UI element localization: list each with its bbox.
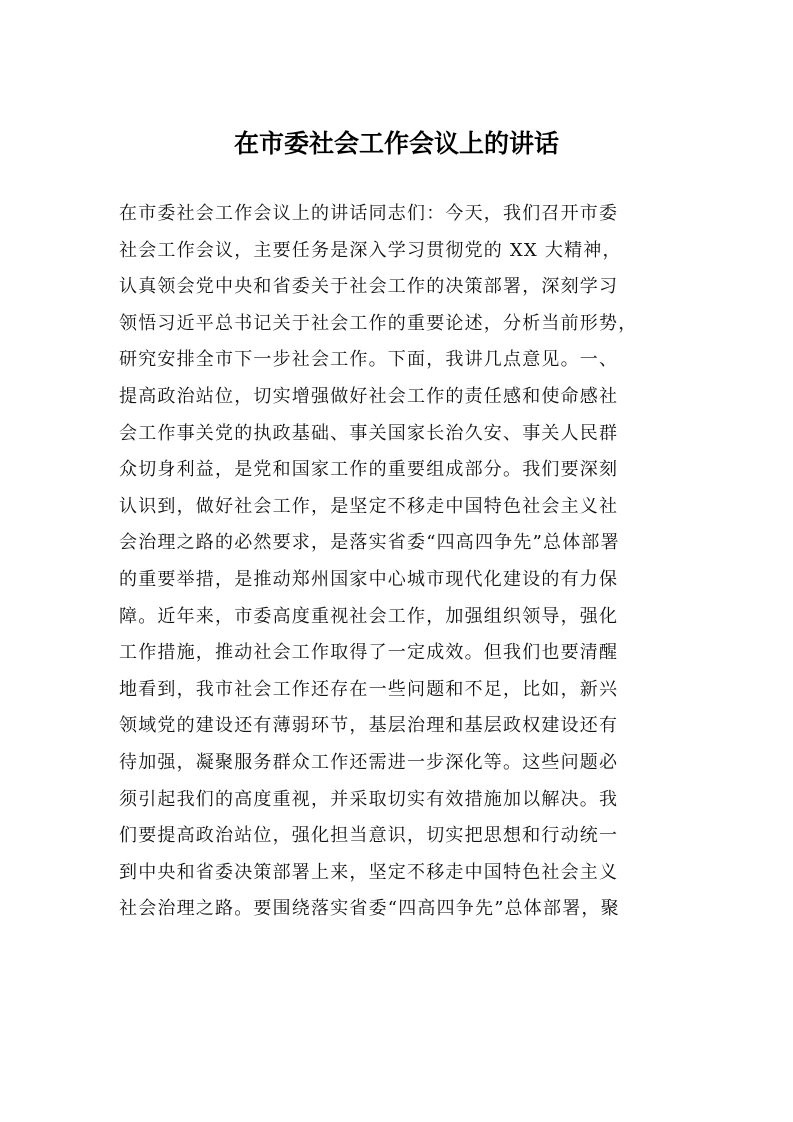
- body-line: 地看到，我市社会工作还存在一些问题和不足，比如，新兴: [119, 678, 619, 700]
- body-line: 会治理之路的必然要求，是落实省委“四高四争先”总体部署: [119, 532, 620, 554]
- document-title: 在市委社会工作会议上的讲话: [233, 129, 559, 158]
- body-line: 们要提高政治站位，强化担当意识，切实把思想和行动统一: [119, 825, 619, 847]
- body-line: 待加强，凝聚服务群众工作还需进一步深化等。这些问题必: [119, 751, 619, 773]
- body-line: 领悟习近平总书记关于社会工作的重要论述，分析当前形势，: [119, 312, 638, 334]
- body-line: 工作措施，推动社会工作取得了一定成效。但我们也要清醒: [119, 642, 619, 664]
- body-line: 认识到，做好社会工作，是坚定不移走中国特色社会主义社: [119, 495, 619, 517]
- body-line: 提高政治站位，切实增强做好社会工作的责任感和使命感社: [119, 385, 619, 407]
- body-line: 社会治理之路。要围绕落实省委“四高四争先”总体部署，聚: [119, 898, 620, 920]
- body-line: 研究安排全市下一步社会工作。下面，我讲几点意见。一、: [119, 349, 619, 371]
- body-line: 在市委社会工作会议上的讲话同志们：今天，我们召开市委: [119, 203, 619, 224]
- document-body: [119, 196, 689, 928]
- body-line: 的重要举措，是推动郑州国家中心城市现代化建设的有力保: [119, 568, 619, 590]
- body-line: 到中央和省委决策部署上来，坚定不移走中国特色社会主义: [119, 861, 619, 883]
- body-line: 众切身利益，是党和国家工作的重要组成部分。我们要深刻: [119, 459, 619, 481]
- body-line: 会工作事关党的执政基础、事关国家长治久安、事关人民群: [119, 422, 619, 444]
- body-line: 认真领会党中央和省委关于社会工作的决策部署，深刻学习: [119, 276, 619, 298]
- body-line: 障。近年来，市委高度重视社会工作，加强组织领导，强化: [119, 605, 619, 627]
- body-line: 领域党的建设还有薄弱环节，基层治理和基层政权建设还有: [119, 715, 619, 737]
- body-line: 须引起我们的高度重视，并采取切实有效措施加以解决。我: [119, 788, 619, 810]
- body-line: 社会工作会议，主要任务是深入学习贯彻党的 XX 大精神，: [119, 239, 622, 261]
